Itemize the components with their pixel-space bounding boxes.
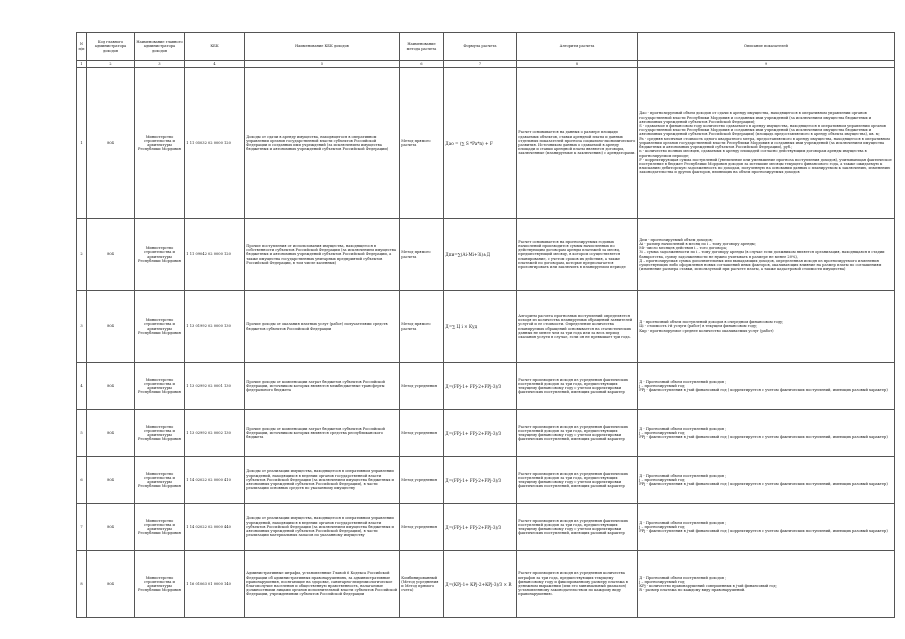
column-number: 5 [245, 61, 400, 68]
method-name-cell: Метод прямого расчета [400, 219, 444, 291]
description-cell: Д - Прогнозный объем поступлений доходов ; j – прогнозируемый год; FPj - фактпоступления в j-ый финансовый год ( корректируется с учетом фактических поступлений, имеющих разовый характер) [638, 457, 895, 504]
header-number: N п/п [77, 33, 87, 61]
kbk-code-cell: 1 11 05032 02 0000 120 [185, 68, 245, 219]
table-row [77, 291, 895, 363]
admin-code-cell: 804 [87, 410, 135, 457]
admin-code-cell: 804 [87, 504, 135, 551]
admin-name-cell: Министерство строительства и архитектуры Республики Мордовия [135, 504, 185, 551]
formula-cell: Д=(КРj-1+ КРj-2+КРj-3)/3 × R [444, 551, 517, 618]
algorithm-cell: Расчет производится исходя из усреднения фактических поступлений доходов за три года, предшествующих текущему финансовому году с учетом корректировки фактических поступлений, имеющих разовый характер [517, 504, 638, 551]
header-algorithm: Алгоритм расчета [517, 33, 638, 61]
kbk-name-cell: Доходы от реализации имущества, находящегося в оперативном управлении учреждений, находящихся в ведении органов государственной власти субъектов Российской Федерации (за исключением имущества бюджетных и автономных учреждений субъектов Российской Федерации), в части реализации материальных запасов по указанному имуществу [245, 504, 400, 551]
kbk-name-cell: Административные штрафы, установленные Главой 6 Кодекса Российской Федерации об административных правонарушениях, за административные правонарушения, посягающие на здоровье, санитарно-эпидемиологическое благополучие населения и общественную нравственность, налагаемые должностными лицами органов исполнительной власти субъектов Российской Федерации, учреждениями субъектов Российской Федерации [245, 551, 400, 618]
kbk-name-cell: Прочие доходы от компенсации затрат бюджетов субъектов Российской Федерации, источником которых являются средства республиканского бюджета [245, 410, 400, 457]
table-row [77, 363, 895, 410]
kbk-code-cell: 1 13 02992 02 0001 130 [185, 363, 245, 410]
kbk-name-cell: Доходы от реализации имущества, находящегося в оперативном управлении учреждений, находящихся в ведении органов государственной власти субъектов Российской Федерации (за исключением имущества бюджетных и автономных учреждений субъектов Российской Федерации), в части реализации основных средств по указанному имуществу [245, 457, 400, 504]
method-name-cell: Комбинированный (Метод усреднения и Метод прямого счета) [400, 551, 444, 618]
formula-cell: Д=(FPj-1+ FPj-2+FPj-3)/3 [444, 410, 517, 457]
description-cell: Д - Прогнозный объем поступлений доходов ; j – прогнозируемый год; FPj - фактпоступления в j-ый финансовый год ( корректируется с учетом фактических поступлений, имеющих разовый характер) [638, 410, 895, 457]
admin-name-cell: Министерство строительства и архитектуры Республики Мордовия [135, 410, 185, 457]
admin-code-cell: 804 [87, 291, 135, 363]
header-admin-code: Код главного администратора доходов [87, 33, 135, 61]
algorithm-cell: Расчет производится исходя из усреднения фактических поступлений доходов за три года, предшествующих текущему финансовому году с учетом корректировки фактических поступлений, имеющих разовый характер [517, 410, 638, 457]
formula-cell: Д=(FPj-1+ FPj-2+FPj-3)/3 [444, 363, 517, 410]
kbk-code-cell: 1 14 02022 02 0000 410 [185, 457, 245, 504]
admin-name-cell: Министерство строительства и архитектуры Республики Мордовия [135, 363, 185, 410]
formula-cell: Д=(FPj-1+ FPj-2+FPj-3)/3 [444, 504, 517, 551]
algorithm-cell: Расчет производится исходя из усреднения количества штрафов за три года, предшествующих текущему финансовому году и фиксированному размеру платежа в денежном выражении (или его минимальный диапазон) установленному законодательством по каждому виду правонарушению. [517, 551, 638, 618]
column-number: 3 [135, 61, 185, 68]
row-number-cell: 2 [77, 219, 87, 291]
header-kbk-name: Наименование КБК доходов [245, 33, 400, 61]
admin-name-cell: Министерство строительства и архитектуры Республики Мордовия [135, 457, 185, 504]
description-cell: Д - Прогнозный объем поступлений доходов ; j – прогнозируемый год; FPj - фактпоступления в j-ый финансовый год ( корректируется с учетом фактических поступлений, имеющих разовый характер) [638, 363, 895, 410]
row-number-cell: 5 [77, 410, 87, 457]
algorithm-cell: Расчет основывается на прогнозируемых годовых начислений производится суммы начисленных по действующим договорам аренды платежей за месяц, предшествующий месяцу, в котором осуществляется планирование, с учетом сроков их действия, а также платежей по договорам, которые предполагается пролонгировать или заключить в планируемом периоде [517, 219, 638, 291]
row-number-cell: 8 [77, 551, 87, 618]
admin-code-cell: 804 [87, 551, 135, 618]
kbk-code-cell: 1 16 01063 01 0000 140 [185, 551, 245, 618]
description-cell: Д - прогнозный объем поступлений доходов в очередном финансовом году; Цi - стоимость i-й услуги (работ) в текущем финансовом году; Ккр - прогнозируемое среднее количество оказываемых услуг (работ) [638, 291, 895, 363]
table-row [77, 457, 895, 504]
admin-name-cell: Министерство строительства и архитектуры Республики Мордовия [135, 219, 185, 291]
kbk-code-cell: 1 13 01992 02 0000 130 [185, 291, 245, 363]
admin-code-cell: 804 [87, 219, 135, 291]
method-name-cell: Метод прямого расчета [400, 68, 444, 219]
column-number: 1 [77, 61, 87, 68]
kbk-code-cell: 1 14 02022 02 0000 440 [185, 504, 245, 551]
admin-name-cell: Министерство строительства и архитектуры Республики Мордовия [135, 551, 185, 618]
header-kbk: КБК [185, 33, 245, 61]
kbk-name-cell: Прочие доходы от оказания платных услуг (работ) получателями средств бюджетов субъектов Российской Федерации [245, 291, 400, 363]
method-name-cell: Метод усреднения [400, 410, 444, 457]
formula-cell: Дао = (∑ S *Pa*n) + F [444, 68, 517, 219]
table-row [77, 219, 895, 291]
method-name-cell: Метод усреднения [400, 504, 444, 551]
kbk-name-cell: Доходы от сдачи в аренду имущества, находящегося в оперативном управлении органов государственной власти субъектов Российской Федерации и созданных ими учреждений (за исключением имущества бюджетных и автономных учреждений субъектов Российской Федерации) [245, 68, 400, 219]
admin-code-cell: 804 [87, 363, 135, 410]
kbk-code-cell: 1 13 02992 02 0002 130 [185, 410, 245, 457]
row-number-cell: 4 [77, 363, 87, 410]
algorithm-cell: Расчет производится исходя из усреднения фактических поступлений доходов за три года, предшествующих текущему финансовому году с учетом корректировки фактических поступлений, имеющих разовый характер [517, 363, 638, 410]
header-method: Наименование метода расчета [400, 33, 444, 61]
column-number: 7 [444, 61, 517, 68]
formula-cell: Дпи=∑(Аi-Мi+Зi)±Д [444, 219, 517, 291]
algorithm-cell: Алгоритм расчета прогнозных поступлений определяется исходя из количества планируемых обращений заявителей услугой и ее стоимости. Определение количества планируемых обращений основывается на статистических данных не менее чем за три года или за весь период оказания услуги в случае, если он не превышает три года. [517, 291, 638, 363]
kbk-name-cell: Прочие поступления от использования имущества, находящегося в собственности субъектов Российской Федерации (за исключением имущества бюджетных и автономных учреждений субъектов Российской Федерации, а также имущества государственных унитарных предприятий субъектов Российской Федерации, в том числе казенных) [245, 219, 400, 291]
description-cell: Д - Прогнозный объем поступлений доходов ; j – прогнозируемый год; FPj - фактпоступления в j-ый финансовый год ( корректируется с учетом фактических поступлений, имеющих разовый характер) [638, 504, 895, 551]
column-number: 6 [400, 61, 444, 68]
formula-cell: Д=∑ Ц i × Kуд [444, 291, 517, 363]
column-number: 2 [87, 61, 135, 68]
admin-code-cell: 804 [87, 457, 135, 504]
row-number-cell: 7 [77, 504, 87, 551]
row-number-cell: 6 [77, 457, 87, 504]
description-cell: Дпи - прогнозируемый объем доходов; Аi - размер начислений в месяц по i – тому договору аренды; Мi- число месяцев действия i – того договора; Зi – сумма задолженности по i – тому договору аренды (в случае если должником является организация, находящаяся в стадии банкротства, сумму задолженности не нужно учитывать в размере не менее 20%), Д – прогнозируемая сумма дополнительных или выпадающих доходов, определенная исходя из прогнозируемого изменения существующих либо оформления новых соглашений иных факторов, оказывающих влияние на размер платы по соглашениям (изменение размера ставки, используемой при расчете платы, а также кадастровой стоимости имущества) [638, 219, 895, 291]
column-number: 4 [185, 61, 245, 68]
table-row [77, 68, 895, 219]
header-formula: Формула расчета [444, 33, 517, 61]
table-row [77, 504, 895, 551]
kbk-code-cell: 1 11 09042 02 0000 120 [185, 219, 245, 291]
header-admin-name: Наименование главного администратора доходов [135, 33, 185, 61]
admin-code-cell: 804 [87, 68, 135, 219]
description-cell: Дао - прогнозируемый объем доходов от сдачи в аренду имущества, находящегося в оперативном управлении органов государственной власти Республики Мордовия и созданных ими учреждений (за исключением имущества бюджетных и автономных учреждений субъектов Российской Федерации); S - сдаваемое в финансовом году количество сдаваемого в аренду имущества, находящегося в оперативном управлении органов государственной власти Республики Мордовия и созданных ими учреждений (за исключением имущества бюджетных и автономных учреждений субъектов Российской Федерации) (площадь предоставляемого в аренду объекта имущества), кв. м; Pa - средняя месячная стоимость одного квадратного метра, предоставляемого в аренду имущества, находящегося в оперативном управлении органов государственной власти Республики Мордовия и созданных ими учреждений (за исключением имущества бюджетных и автономных учреждений субъектов Российской Федерации), руб.; n - количество полных месяцев, сдаваемых в аренду площадей согласно действующим договорам аренды имущества в прогнозируемом периоде; F - корректирующая сумма поступлений (увеличение или уменьшение прогноза поступления доходов), учитывающая фактическое поступление в бюджет Республики Мордовия доходов за истекшие месяцы текущего финансового года, а также ожидаемую к взысканию дебиторскую задолженность по доходам, полученную на основании данных о планируемом к заключению, изменению законодательства и других факторов, влияющих на объем прогнозируемых доходов [638, 68, 895, 219]
column-number: 8 [517, 61, 638, 68]
table-row [77, 410, 895, 457]
algorithm-cell: Расчет производится исходя из усреднения фактических поступлений доходов за три года, предшествующих текущему финансовому году с учетом корректировки фактических поступлений, имеющих разовый характер [517, 457, 638, 504]
revenue-forecast-table [76, 32, 895, 618]
method-name-cell: Метод усреднения [400, 363, 444, 410]
kbk-name-cell: Прочие доходы от компенсации затрат бюджетов субъектов Российской Федерации, источником которых являются межбюджетные трансферты федерального бюджета [245, 363, 400, 410]
column-number: 9 [638, 61, 895, 68]
description-cell: Д - Прогнозный объем поступлений доходов ; j – прогнозируемый год; КРj - количество правонарушений совершенных в j-ый финансовый год; R - размер платежа по каждому виду правонарушений. [638, 551, 895, 618]
table-row [77, 551, 895, 618]
method-name-cell: Метод прямого расчета [400, 291, 444, 363]
admin-name-cell: Министерство строительства и архитектуры Республики Мордовия [135, 68, 185, 219]
header-description: Описание показателей [638, 33, 895, 61]
algorithm-cell: Расчет основывается на данных о размере площади сдаваемых объектов, ставки арендной платы и данных отдельных показателей прогноза социально-экономического развития. Источником данных о сдаваемой в аренду площади и ставки арендной платы являются договоры, заключенные (планируемые к заключению) с арендаторами. [517, 68, 638, 219]
formula-cell: Д=(FPj-1+ FPj-2+FPj-3)/3 [444, 457, 517, 504]
row-number-cell: 1 [77, 68, 87, 219]
admin-name-cell: Министерство строительства и архитектуры Республики Мордовия [135, 291, 185, 363]
column-number-row [77, 61, 895, 68]
header-row [77, 33, 895, 61]
method-name-cell: Метод усреднения [400, 457, 444, 504]
row-number-cell: 3 [77, 291, 87, 363]
